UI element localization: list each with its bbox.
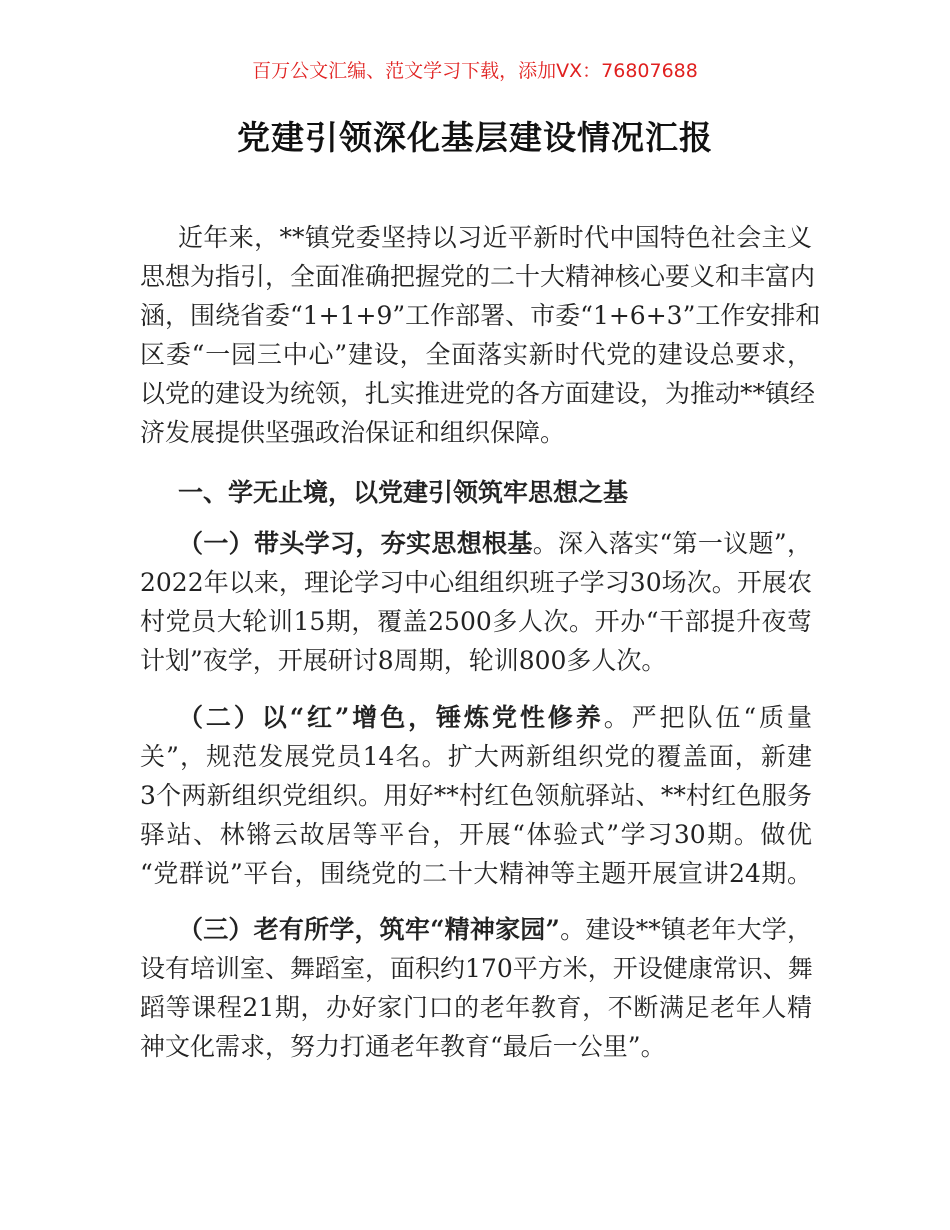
item1-lead: （一）带头学习，夯实思想根基 xyxy=(178,529,533,558)
item1-first-line xyxy=(178,528,812,560)
item1-text: 。深入落实“第一议题”， xyxy=(532,529,812,558)
item3-text: 。建设**镇老年大学， xyxy=(559,915,812,944)
document-title: 党建引领深化基层建设情况汇报 xyxy=(237,118,713,157)
intro-line: 济发展提供坚强政治保证和组织保障。 xyxy=(140,418,566,447)
item2-text: 。严把队伍“质量 xyxy=(603,703,812,732)
item3-line: 设有培训室、舞蹈室，面积约170平方米，开设健康常识、舞 xyxy=(140,954,813,983)
section-heading: 一、学无止境，以党建引领筑牢思想之基 xyxy=(178,478,629,507)
item2-line: 驿站、林锵云故居等平台，开展“体验式”学习30期。做优 xyxy=(140,820,812,849)
item2-lead: （二）以“红”增色，锤炼党性修养 xyxy=(178,703,604,732)
item1-line: 2022年以来，理论学习中心组组织班子学习30场次。开展农 xyxy=(140,568,812,597)
intro-line: 涵，围绕省委“1+1+9”工作部署、市委“1+6+3”工作安排和 xyxy=(140,301,821,330)
item2-line: 关”，规范发展党员14名。扩大两新组织党的覆盖面，新建 xyxy=(140,742,812,771)
intro-line: 近年来，**镇党委坚持以习近平新时代中国特色社会主义 xyxy=(178,223,812,252)
item2-line: 3个两新组织党组织。用好**村红色领航驿站、**村红色服务 xyxy=(140,781,812,810)
promo-banner: 百万公文汇编、范文学习下载，添加VX：76807688 xyxy=(252,60,698,82)
item1-line: 村党员大轮训15期，覆盖2500多人次。开办“干部提升夜莺 xyxy=(140,607,812,636)
intro-line: 思想为指引，全面准确把握党的二十大精神核心要义和丰富内 xyxy=(140,262,816,291)
item3-first-line xyxy=(178,914,812,946)
item3-lead: （三）老有所学，筑牢“精神家园” xyxy=(178,915,560,944)
intro-line: 区委“一园三中心”建设，全面落实新时代党的建设总要求， xyxy=(140,340,812,369)
item2-first-line xyxy=(178,702,812,734)
item3-line: 神文化需求，努力打通老年教育“最后一公里”。 xyxy=(140,1032,666,1061)
item1-line: 计划”夜学，开展研讨8周期，轮训800多人次。 xyxy=(140,646,667,675)
item2-line: “党群说”平台，围绕党的二十大精神等主题开展宣讲24期。 xyxy=(140,859,812,888)
item3-line: 蹈等课程21期，办好家门口的老年教育，不断满足老年人精 xyxy=(140,993,812,1022)
intro-line: 以党的建设为统领，扎实推进党的各方面建设，为推动**镇经 xyxy=(140,379,816,408)
